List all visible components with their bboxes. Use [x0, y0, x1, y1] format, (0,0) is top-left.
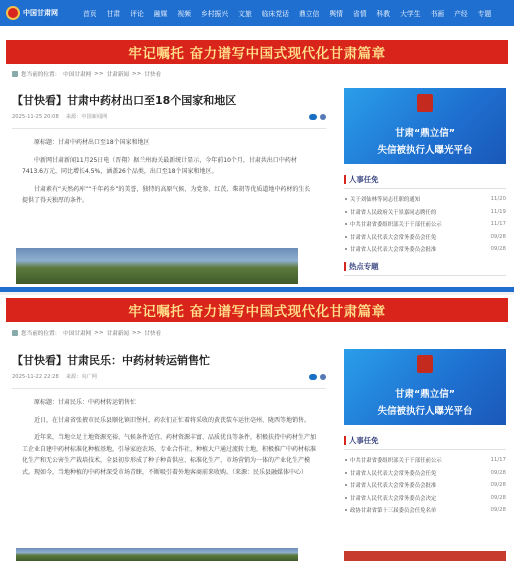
breadcrumb-link-gansu-news[interactable]: 甘肃新闻 — [106, 72, 129, 78]
share-icons — [309, 114, 332, 120]
article-paragraph: 近年来，当地立足土地资源充裕、气候条件适宜、药材资源丰富、品质优良等条件，积极扶持中药材生产加工企业自建中药材标准化种植基地，引导家庭农场、专业合作社、种植大户通过流转土地，积极推广中药材标准化生产和无公害生产栽培技术，全县初步形成了种子种苗供应、标准化生产、市场营销为一体的产业化生产模式。现如今，当地种植的中药材深受市场青睐，不断吸引着外地客商前来收购。（来源：民乐县融媒体中心） — [22, 434, 317, 476]
nav-item-comment[interactable]: 评论 — [130, 10, 144, 18]
article-date: 2025-11-22 22:28 — [12, 373, 59, 380]
logo-icon — [6, 6, 20, 20]
section-heading-topics[interactable] — [344, 261, 506, 276]
top-navigation-bar — [0, 0, 514, 26]
weibo-share-icon[interactable] — [320, 114, 326, 120]
wechat-share-icon[interactable] — [309, 374, 317, 380]
breadcrumb-prefix: 您当前的位置： — [21, 331, 61, 337]
nav-item-science-edu[interactable]: 科教 — [376, 10, 391, 18]
promo-title: 甘肃“鼎立信” — [395, 389, 455, 400]
news-date: 09/28 — [490, 246, 506, 253]
article-paragraph: 原标题：甘肃民乐：中药材转运销售忙 — [34, 399, 137, 406]
nav-item-video[interactable]: 视频 — [177, 10, 191, 18]
section-heading-text: 人事任免 — [349, 175, 379, 184]
news-date: 11/19 — [490, 208, 506, 215]
article-photo — [16, 248, 298, 284]
sidebar — [344, 349, 506, 517]
list-item[interactable] — [344, 504, 506, 517]
promo-title: 甘肃“鼎立信” — [395, 128, 455, 139]
article-paragraph: 甘肃素有“天然药库”“千年药乡”的美誉，独特的高原气候、为党参、红芪、柴胡等优质道地中药材的生长提供了得天独厚的条件。 — [22, 185, 311, 204]
section-heading-text: 热点专题 — [349, 261, 379, 271]
article — [6, 352, 332, 478]
article-source: 来源：中国新闻网 — [65, 114, 108, 120]
nav-item-students[interactable]: 大学生 — [400, 10, 421, 18]
news-date: 09/28 — [490, 233, 506, 240]
breadcrumb-separator: >> — [131, 71, 142, 77]
dinglixin-promo-banner[interactable] — [344, 349, 506, 425]
article-photo — [16, 548, 298, 561]
seal-icon — [417, 94, 433, 112]
article-date: 2025-11-25 20:08 — [12, 113, 59, 120]
article-paragraph: 近日，在甘肃省张掖市民乐县顺化镇旧堡村，药农们正忙着将采收的黄芪装车运往亳州、陇西等地销售。 — [34, 416, 311, 424]
breadcrumb-separator: >> — [94, 330, 104, 336]
dinglixin-promo-banner[interactable] — [344, 88, 506, 164]
breadcrumb-link-gansu-news[interactable]: 甘肃新闻 — [106, 331, 129, 337]
heading-marker-icon — [344, 436, 346, 445]
news-title[interactable]: 甘肃省人民代表大会常务委员会任免 — [350, 234, 437, 241]
nav-item-public-opinion[interactable]: 舆情 — [329, 10, 343, 18]
list-item[interactable] — [344, 479, 506, 492]
breadcrumb — [12, 329, 161, 337]
wechat-share-icon[interactable] — [309, 114, 317, 120]
list-item[interactable] — [344, 467, 506, 480]
slogan-text: 牢记嘱托 奋力谱写中国式现代化甘肃篇章 — [128, 46, 386, 62]
nav-item-culture-travel[interactable]: 文旅 — [238, 10, 252, 18]
news-date: 09/28 — [490, 494, 506, 501]
sidebar-promo-teaser[interactable] — [344, 551, 506, 561]
breadcrumb-link-gankuaikan[interactable]: 甘快看 — [144, 331, 162, 337]
nav-item-media[interactable]: 融媒 — [153, 10, 168, 18]
nav-item-rural[interactable]: 乡村振兴 — [200, 10, 229, 18]
section-heading-text: 人事任免 — [349, 436, 379, 445]
article-paragraph: 原标题：甘肃中药材出口至18个国家和地区 — [34, 139, 150, 146]
section-heading-personnel[interactable] — [344, 174, 506, 189]
slogan-banner — [6, 298, 508, 322]
breadcrumb-link-site[interactable]: 中国甘肃网 — [63, 72, 92, 78]
news-date: 11/20 — [490, 196, 506, 203]
site-logo[interactable] — [6, 5, 66, 21]
article-paragraph: 中新网甘肃新闻11月25日电（晋翔）据兰州海关最新统计显示，今年前10个月，甘肃共出口中药材7413.6万元，同比增长4.5%，涵盖26个品类，出口至18个国家和地区。 — [22, 156, 297, 175]
article — [6, 92, 332, 207]
news-date: 11/17 — [490, 221, 506, 228]
nav-item-topics[interactable]: 专题 — [477, 10, 492, 18]
article-source: 来源：央广网 — [65, 374, 97, 380]
news-date: 09/28 — [490, 507, 506, 514]
slogan-banner — [6, 40, 508, 64]
news-title[interactable]: 政协甘肃省第十三届委员会任免名单 — [350, 508, 437, 515]
logo-text: 中国甘肃网 — [23, 9, 58, 17]
breadcrumb — [12, 70, 161, 78]
nav-item-dinglixin[interactable]: 鼎立信 — [298, 10, 320, 18]
promo-subtitle: 失信被执行人曝光平台 — [377, 406, 473, 417]
news-title[interactable]: 甘肃省人民代表大会常务委员会决定 — [350, 495, 437, 502]
breadcrumb-separator: >> — [131, 330, 142, 336]
article-meta — [6, 113, 332, 120]
breadcrumb-link-gankuaikan[interactable]: 甘快看 — [144, 72, 162, 78]
news-title[interactable]: 甘肃省人民代表大会常务委员会批准 — [350, 247, 437, 254]
share-icons — [309, 374, 332, 380]
breadcrumb-separator: >> — [94, 71, 104, 77]
home-icon — [12, 71, 18, 77]
sidebar — [344, 88, 506, 276]
list-item[interactable] — [344, 454, 506, 467]
seal-icon — [417, 355, 433, 373]
news-title[interactable]: 甘肃省人民政府关于景嘉同志聘任的 — [350, 209, 437, 216]
list-item[interactable] — [344, 218, 506, 231]
nav-item-home[interactable]: 首页 — [83, 10, 97, 18]
news-date: 09/28 — [490, 482, 506, 489]
list-item[interactable] — [344, 492, 506, 505]
breadcrumb-link-site[interactable]: 中国甘肃网 — [63, 331, 92, 337]
article-title: 【甘快看】甘肃中药材出口至18个国家和地区 — [12, 94, 237, 107]
nav-item-province[interactable]: 省情 — [352, 10, 367, 18]
news-title[interactable]: 甘肃省人民代表大会常务委员会任免 — [350, 470, 437, 477]
news-title[interactable]: 中共甘肃省委组织部关于干部任前公示 — [350, 222, 442, 229]
list-item[interactable] — [344, 206, 506, 219]
heading-marker-icon — [344, 262, 346, 271]
weibo-share-icon[interactable] — [320, 374, 326, 380]
news-date: 09/28 — [490, 469, 506, 476]
nav-item-party-talk[interactable]: 临床党话 — [261, 10, 289, 18]
nav-menu — [78, 8, 496, 18]
section-heading-personnel[interactable] — [344, 435, 506, 450]
list-item[interactable] — [344, 231, 506, 244]
news-title[interactable]: 关于刘仙林等同志任职的通知 — [350, 197, 421, 204]
breadcrumb-prefix: 您当前的位置： — [21, 72, 61, 78]
slogan-text: 牢记嘱托 奋力谱写中国式现代化甘肃篇章 — [128, 304, 386, 320]
news-date: 11/17 — [490, 457, 506, 464]
list-item[interactable] — [344, 193, 506, 206]
page-gap — [0, 292, 514, 295]
home-icon — [12, 330, 18, 336]
article-meta — [6, 373, 332, 380]
news-title[interactable]: 中共甘肃省委组织部关于干部任前公示 — [350, 458, 442, 465]
promo-subtitle: 失信被执行人曝光平台 — [377, 145, 473, 156]
list-item[interactable] — [344, 243, 506, 256]
nav-item-economy[interactable]: 产经 — [454, 10, 468, 18]
heading-marker-icon — [344, 175, 346, 184]
nav-item-gansu[interactable]: 甘肃 — [106, 10, 121, 18]
news-title[interactable]: 甘肃省人民代表大会常务委员会批准 — [350, 483, 437, 490]
nav-item-calligraphy[interactable]: 书画 — [430, 10, 445, 18]
article-title: 【甘快看】甘肃民乐：中药材转运销售忙 — [12, 354, 210, 367]
